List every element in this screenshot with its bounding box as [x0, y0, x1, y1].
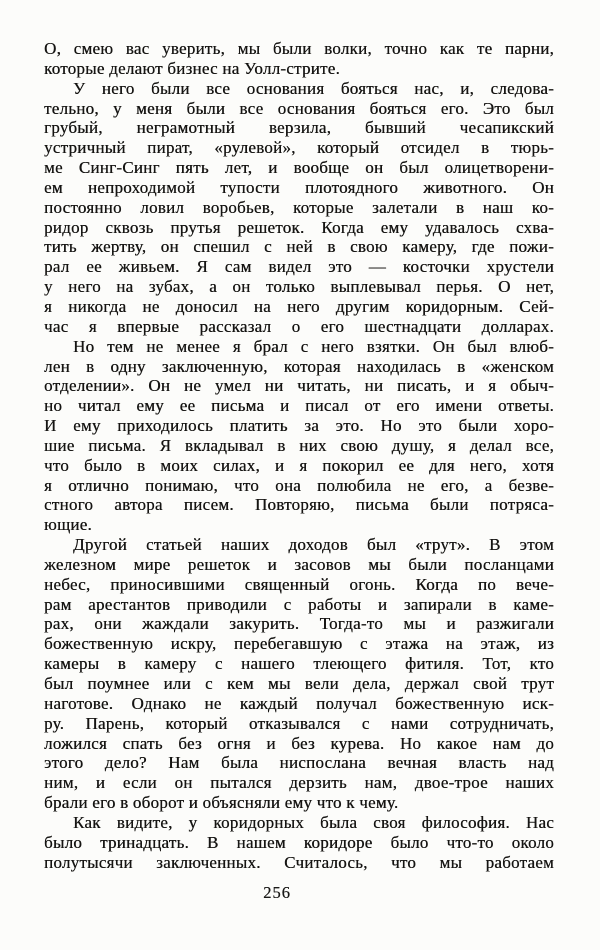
text-line: железном мире решеток и засовов мы были посланцами [44, 554, 554, 574]
text-line: стного автора писем. Повторяю, письма были потряса- [44, 495, 554, 515]
text-line: О, смею вас уверить, мы были волки, точно как те парни, [44, 39, 554, 58]
text-line: рал ее живьем. Я сам видел это — косточки хрустели [44, 257, 554, 277]
text-line: Как видите, у коридорных была своя философия. Нас [73, 812, 554, 832]
page-number: 256 [263, 883, 291, 902]
paragraph [44, 79, 554, 337]
text-line: я никогда не доносил на него другим коридорным. Сей- [44, 296, 554, 316]
page-text [44, 39, 554, 872]
paragraph [44, 535, 554, 813]
text-line: Но тем не менее я брал с него взятки. Он был влюб- [73, 336, 554, 356]
text-line: небес, приносившими священный огонь. Когда по вече- [44, 574, 554, 594]
text-line: брали его в оборот и объясняли ему что к чему. [44, 793, 399, 813]
text-line: постоянно ловил воробьев, которые залетали в наш ко- [44, 197, 554, 217]
text-line: тить жертву, он спешил с ней в свою камеру, где пожи- [44, 237, 554, 257]
text-line: было тринадцать. В нашем коридоре было что-то около [44, 832, 554, 852]
text-line: камеры в камеру с нашего тлеющего фитиля. Тот, кто [44, 654, 554, 674]
text-line: отделении». Он не умел ни читать, ни писать, и я обыч- [44, 376, 554, 396]
text-line: ме Синг-Синг пять лет, и вообще он был олицетворени- [44, 158, 554, 178]
text-line: этого дело? Нам была ниспослана вечная власть над [44, 753, 554, 773]
text-line: устричный пират, «рулевой», который отсидел в тюрь- [44, 138, 554, 158]
paragraph [44, 39, 554, 79]
text-line: лен в одну заключенную, которая находилась в «женском [44, 356, 554, 376]
text-line: наготове. Однако не каждый получал божественную иск- [44, 693, 554, 713]
text-line: тельно, у меня были все основания бояться его. Это был [44, 98, 554, 118]
text-line: И ему приходилось платить за это. Но это были хоро- [44, 416, 554, 436]
text-line: У него были все основания бояться нас, и, следова- [73, 78, 554, 98]
text-line: у него на зубах, а он только выплевывал перья. О нет, [44, 277, 554, 297]
text-line: которые делают бизнес на Уолл-стрите. [44, 58, 340, 78]
text-line: шие письма. Я вкладывал в них свою душу, я делал все, [44, 435, 554, 455]
text-line: ним, и если он пытался дерзить нам, двое-трое наших [44, 773, 554, 793]
text-line: был поумнее или с кем мы вели дела, держал свой трут [44, 674, 554, 693]
text-line: Другой статьей наших доходов был «трут». В этом [73, 535, 554, 555]
text-line: полутысячи заключенных. Считалось, что мы работаем [44, 852, 554, 872]
text-line: ем непроходимой тупости плотоядного животного. Он [44, 177, 554, 197]
text-line: что было в моих силах, и я покорил ее для него, хотя [44, 455, 554, 475]
text-line: грубый, неграмотный верзила, бывший чесапикский [44, 118, 554, 138]
text-line: час я впервые рассказал о его шестнадцати долларах. [44, 316, 554, 336]
text-line: но читал ему ее письма и писал от его имени ответы. [44, 396, 554, 416]
text-line: рам арестантов приводили с работы и запирали в каме- [44, 594, 554, 614]
text-line: ру. Парень, который отказывался с нами сотрудничать, [44, 713, 554, 733]
paragraph [44, 337, 554, 535]
text-line: я отлично понимаю, что она полюбила не его, а безве- [44, 475, 554, 495]
text-line: божественную искру, перебегавшую с этажа на этаж, из [44, 634, 554, 654]
text-line: ложился спать без огня и без курева. Но какое нам до [44, 733, 554, 753]
text-line: рах, они жаждали закурить. Тогда-то мы и разжигали [44, 614, 554, 634]
text-line: ющие. [44, 515, 92, 535]
text-line: ридор сквозь прутья решеток. Когда ему удавалось схва- [44, 217, 554, 237]
paragraph [44, 813, 554, 873]
